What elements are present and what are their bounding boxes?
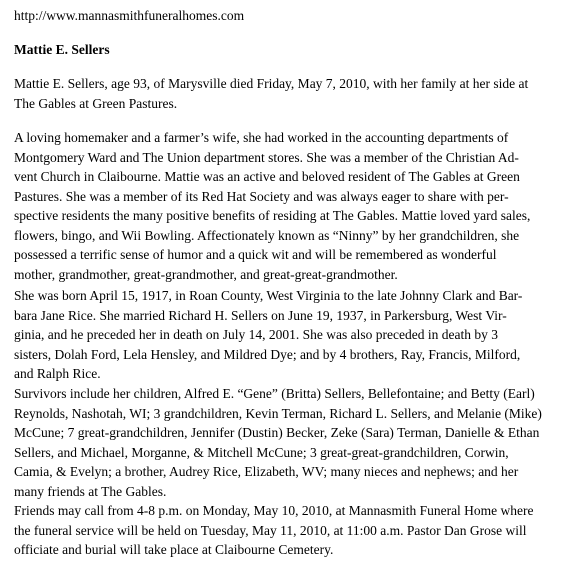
paragraph-line: A loving homemaker and a farmer’s wife, she had worked in the accounting departments of <box>14 130 509 145</box>
paragraph-line: Friends may call from 4-8 p.m. on Monday, May 10, 2010, at Mannasmith Funeral Home where <box>14 503 534 518</box>
paragraph-line: flowers, bingo, and Wii Bowling. Affectionately known as “Ninny” by her grandchildren, she <box>14 227 520 243</box>
paragraph-line: and Ralph Rice. <box>14 366 101 381</box>
paragraph-line: Sellers, and Michael, Morganne, & Mitchell McCune; 3 great-great-grandchildren, Corwin, <box>14 444 509 460</box>
paragraph-line: Mattie E. Sellers, age 93, of Marysville died Friday, May 7, 2010, with her family at her side at <box>14 76 529 91</box>
paragraph-line: mother, grandmother, great-grandmother, and great-great-grandmother. <box>14 266 398 282</box>
paragraph-line: ginia, and he preceded her in death on July 14, 2001. She was also preceded in death by 3 <box>14 327 498 342</box>
paragraph-line: Camia, & Evelyn; a brother, Audrey Rice, Elizabeth, WV; many nieces and nephews; and her <box>14 464 519 479</box>
paragraph-line: many friends at The Gables. <box>14 483 167 499</box>
paragraph-death-notice <box>14 74 574 113</box>
paragraph-survivors <box>14 384 574 501</box>
paragraph-line: officiate and burial will take place at Claibourne Cemetery. <box>14 542 334 557</box>
paragraph-line: spective residents the many positive benefits of residing at The Gables. Mattie loved yard sales, <box>14 208 531 223</box>
paragraph-line: Reynolds, Nashotah, WI; 3 grandchildren, Kevin Terman, Richard L. Sellers, and Melanie (Mike) <box>14 405 542 421</box>
paragraph-line: Montgomery Ward and The Union department stores. She was a member of the Christian Ad- <box>14 149 519 165</box>
paragraph-line: possessed a terrific sense of humor and a quick wit and will be remembered as wonderful <box>14 247 497 262</box>
paragraph-services <box>14 501 574 560</box>
paragraph-line: vent Church in Claibourne. Mattie was an active and beloved resident of The Gables at Green <box>14 169 520 184</box>
obituary-title: Mattie E. Sellers <box>14 42 110 57</box>
paragraph-line: Survivors include her children, Alfred E. “Gene” (Britta) Sellers, Bellefontaine; and Betty (Earl) <box>14 386 535 401</box>
paragraph-line: The Gables at Green Pastures. <box>14 95 178 111</box>
paragraph-line: bara Jane Rice. She married Richard H. Sellers on June 19, 1937, in Parkersburg, West Vir- <box>14 307 507 323</box>
paragraph-line: the funeral service will be held on Tuesday, May 11, 2010, at 11:00 a.m. Pastor Dan Grose will <box>14 522 527 538</box>
source-url: http://www.mannasmithfuneralhomes.com <box>14 8 245 23</box>
paragraph-line: sisters, Dolah Ford, Lela Hensley, and Mildred Dye; and by 4 brothers, Ray, Francis, Milford, <box>14 346 521 362</box>
paragraph-line: Pastures. She was a member of its Red Hat Society and was always eager to share with per- <box>14 188 509 204</box>
paragraph-family-history <box>14 286 574 384</box>
paragraph-line: McCune; 7 great-grandchildren, Jennifer (Dustin) Becker, Zeke (Sara) Terman, Danielle & Ethan <box>14 425 540 440</box>
paragraph-line: She was born April 15, 1917, in Roan County, West Virginia to the late Johnny Clark and Bar- <box>14 288 523 303</box>
paragraph-biography <box>14 128 574 284</box>
